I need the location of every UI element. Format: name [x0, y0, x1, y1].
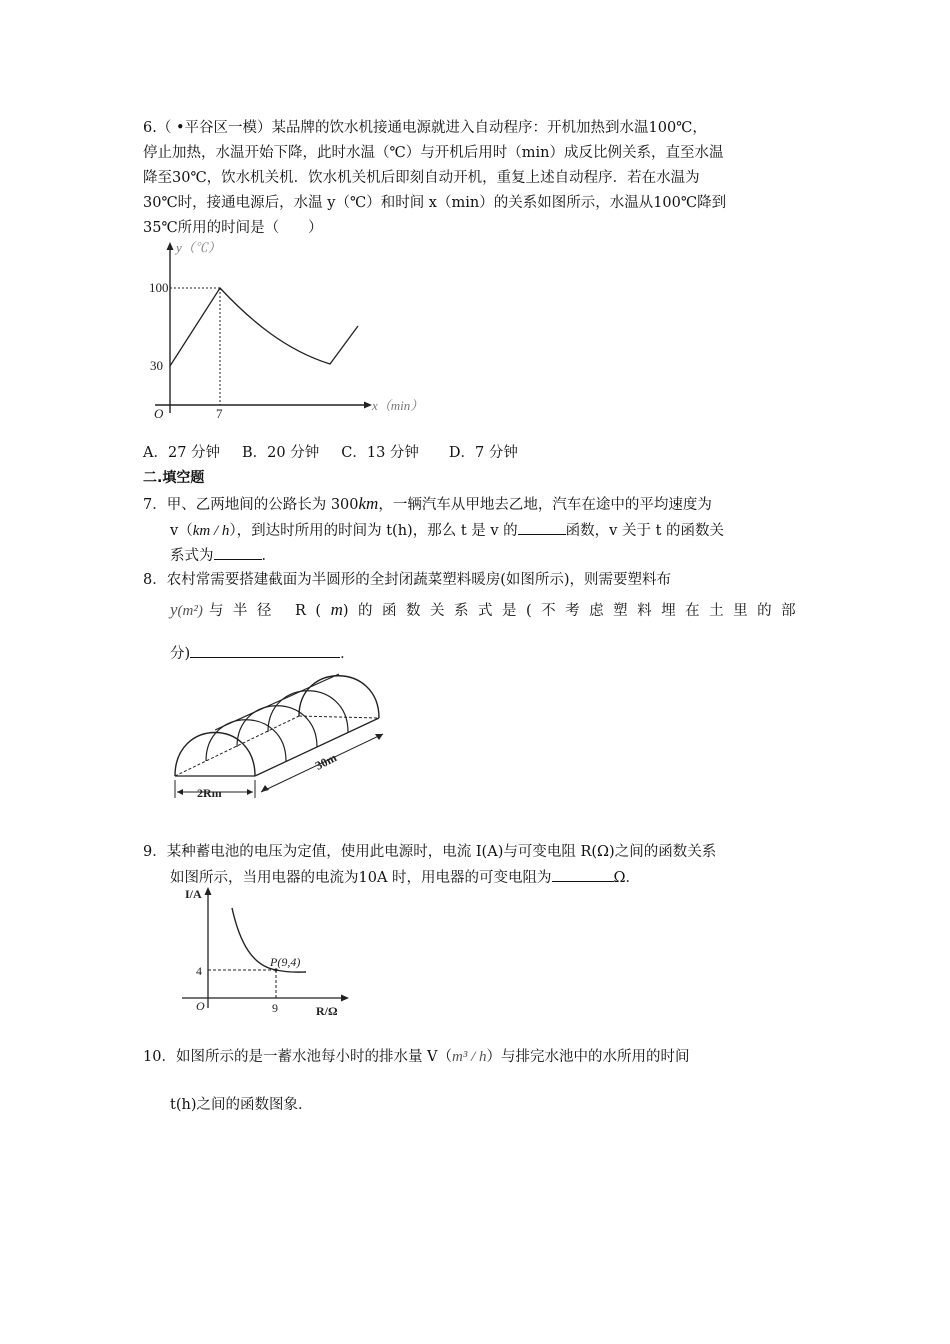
q6-line-2: 停止加热，水温开始下降，此时水温（℃）与开机后用时（min）成反比例关系，直至水温 — [143, 145, 724, 161]
q8-line-1: 8．农村常需要搭建截面为半圆形的全封闭蔬菜塑料暖房(如图所示)，则需要塑料布 — [143, 572, 672, 588]
q6-option-c[interactable]: C．13 分钟 — [341, 445, 419, 461]
q6-y-axis-label: y（℃） — [176, 240, 221, 255]
q7-line-1: 7．甲、乙两地间的公路长为 300km，一辆汽车从甲地去乙地，汽车在途中的平均速度为 — [143, 494, 712, 513]
q8-length-label: 30m — [312, 750, 339, 773]
q8-y-var: y — [170, 600, 178, 619]
q9-line-2: 如图所示，当用电器的电流为10A 时，用电器的可变电阻为 Ω． — [170, 867, 640, 888]
q6-option-a[interactable]: A．27 分钟 — [143, 445, 221, 461]
q6-options — [143, 443, 518, 463]
q6-line-4: 30℃时，接通电源后，水温 y（℃）和时间 x（min）的关系如图所示，水温从100℃降到 — [143, 195, 727, 211]
q6-line-5: 35℃所用的时间是（ ） — [143, 220, 323, 236]
q6-y-tick-100: 100 — [149, 280, 169, 295]
q6-x-axis-label: x（min） — [372, 398, 424, 413]
q7-line-2: v（km / h），到达时所用的时间为 t(h)，那么 t 是 v 的 函数，v 关于 t 的函数关 — [170, 520, 724, 541]
q6-temperature-graph — [140, 238, 440, 438]
q7-blank-1[interactable] — [518, 520, 566, 535]
q9-y-tick: 4 — [196, 964, 202, 978]
q9-x-axis-label: R/Ω — [316, 1004, 338, 1018]
section-heading: 二.填空题 — [143, 470, 205, 486]
q9-x-tick: 9 — [272, 1001, 278, 1015]
q9-blank[interactable] — [552, 867, 614, 882]
q7-speed-unit: km / h — [192, 523, 230, 539]
q8-m-unit: m — [330, 600, 343, 619]
q10-rate-unit: m³ / h — [452, 1049, 487, 1065]
q8-greenhouse-figure — [165, 668, 405, 808]
q7-km-unit: km — [358, 494, 379, 513]
q10-line-1: 10．如图所示的是一蓄水池每小时的排水量 V（m³ / h）与排完水池中的水所用的时间 — [143, 1049, 690, 1065]
q8-width-label: 2Rm — [197, 786, 222, 800]
q6-option-b[interactable]: B．20 分钟 — [242, 445, 320, 461]
q8-back-arch — [299, 676, 379, 718]
q6-line-1: 6.（ •平谷区一模）某品牌的饮水机接通电源就进入自动程序：开机加热到水温100℃， — [143, 120, 707, 136]
q6-y-tick-30: 30 — [150, 358, 163, 373]
q6-line-3: 降至30℃，饮水机关机．饮水机关机后即刻自动开机，重复上述自动程序．若在水温为 — [143, 170, 700, 186]
q9-point-label: P(9,4) — [270, 955, 301, 969]
q9-current-graph — [178, 884, 358, 1019]
q9-origin: O — [196, 999, 205, 1013]
q9-line-1: 9．某种蓄电池的电压为定值，使用此电源时，电流 I(A)与可变电阻 R(Ω)之间的函数关系 — [143, 844, 717, 860]
q8-line-3: 分) ． — [170, 643, 355, 664]
q6-temperature-curve — [170, 288, 358, 366]
q7-line-3: 系式为 ． — [170, 545, 276, 566]
q8-area-unit: (m²) — [177, 603, 203, 619]
q6-origin: O — [154, 406, 164, 421]
q8-front-arch — [175, 733, 255, 777]
q8-blank[interactable] — [190, 643, 340, 658]
q6-option-d[interactable]: D．7 分钟 — [448, 445, 518, 461]
q10-line-2: t(h)之间的函数图象． — [170, 1097, 313, 1113]
q6-x-tick-7: 7 — [216, 406, 223, 421]
q6-x-arrow — [364, 402, 372, 409]
q9-y-axis-label: I/A — [185, 887, 202, 901]
q7-blank-2[interactable] — [214, 545, 262, 560]
q8-line-2: y(m²) 与半径 R(m)的函数关系式是(不考虑塑料埋在土里的部 — [170, 600, 806, 619]
q6-y-arrow — [167, 242, 174, 250]
